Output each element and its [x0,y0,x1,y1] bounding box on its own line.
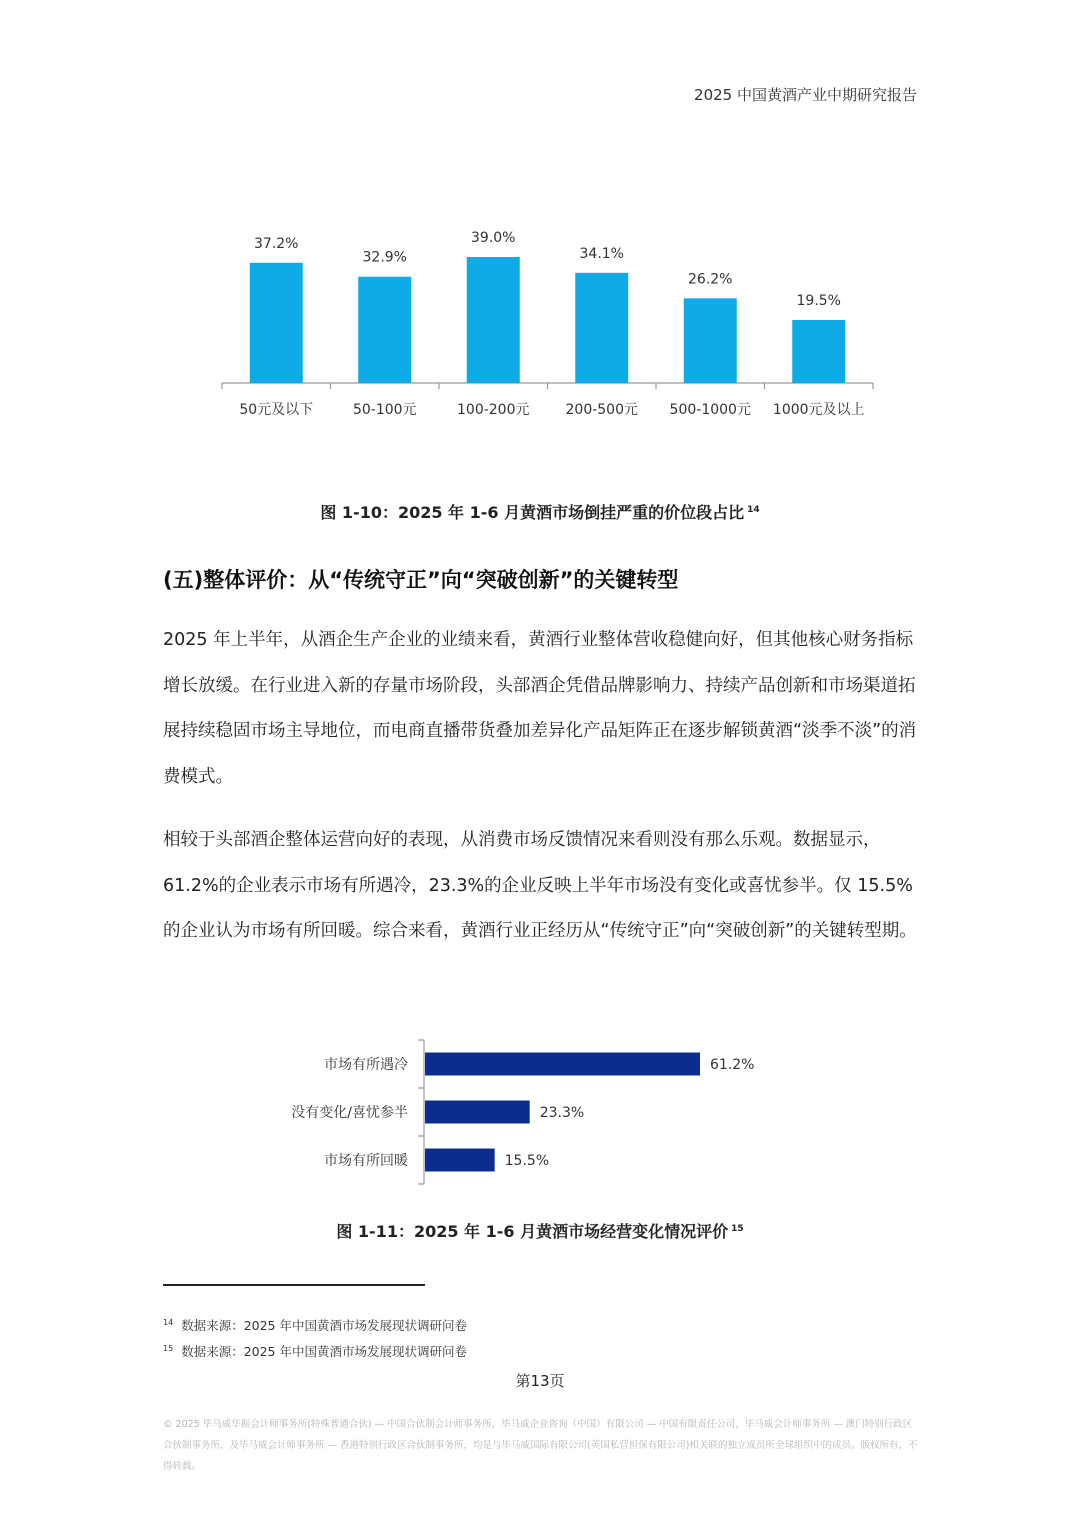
figure-1-11-caption [0,1219,1080,1242]
page-number: 第13页 [515,1372,565,1390]
paragraph-1: 2025 年上半年，从酒企生产企业的业绩来看，黄酒行业整体营收稳健向好，但其他核心财务指标增长放缓。在行业进入新的存量市场阶段，头部酒企凭借品牌影响力、持续产品创新和市场渠道拓展持续稳固市场主导地位，而电商直播带货叠加差异化产品矩阵正在逐步解锁黄酒“淡季不淡”的消费模式。 [163,630,917,787]
x-tick-label: 1000元及以上 [772,402,865,418]
paragraph-2: 相较于头部酒企整体运营向好的表现，从消费市场反馈情况来看则没有那么乐观。数据显示，61.2%的企业表示市场有所遇冷，23.3%的企业反映上半年市场没有变化或喜忧参半。仅 15.5%的企业认为市场有所回暖。综合来看，黄酒行业正经历从“传统守正”向“突破创新”的关键转型期。 [163,830,917,941]
bar [250,263,303,383]
bar [575,273,628,383]
footnote-text: 数据来源：2025 年中国黄酒市场发展现状调研问卷 [181,1344,467,1359]
bar [425,1149,495,1172]
legal-disclaimer: © 2025 毕马威华振会计师事务所(特殊普通合伙) — 中国合伙制会计师事务所，毕马威企业咨询（中国）有限公司 — 中国有限责任公司，毕马威会计师事务所 — 澳门特别行政区合伙制事务所，及毕马威会计师事务所 — 香港特别行政区合伙制事务所，均是与毕马威国际有限公司(英国私营担保有限公司)相关联的独立成员所全球组织中的成员。版权所有，不得转载。 [163,1419,918,1472]
y-tick-label: 没有变化/喜忧参半 [291,1105,408,1121]
footnote-15 [163,1342,467,1360]
x-tick-label: 500-1000元 [669,402,751,418]
x-tick-label: 50-100元 [352,402,417,418]
section-heading: (五)整体评价：从“传统守正”向“突破创新”的关键转型 [163,568,679,592]
figure-1-10-caption-text: 图 1-10：2025 年 1-6 月黄酒市场倒挂严重的价位段占比 [320,503,745,522]
y-tick-label: 市场有所回暖 [324,1153,408,1169]
figure-1-10-caption [0,500,1080,523]
bar-data-label: 26.2% [688,271,733,288]
bar-data-label: 34.1% [579,245,624,262]
bar [425,1053,700,1076]
bar-data-label: 19.5% [796,293,841,309]
bar [792,320,845,383]
x-tick-label: 100-200元 [457,402,530,418]
x-tick-label: 50元及以下 [239,402,314,418]
bar [684,298,737,383]
footnote-14 [163,1316,467,1334]
bar-data-label: 61.2% [710,1057,755,1073]
bar-data-label: 32.9% [362,249,407,266]
price-segment-bar-chart [0,0,1080,440]
figure-1-11-caption-text: 图 1-11：2025 年 1-6 月黄酒市场经营变化情况评价 [336,1222,729,1241]
bar-data-label: 39.0% [471,230,516,246]
bar-data-label: 37.2% [254,235,299,252]
footnote-divider [163,1284,425,1286]
report-title-header: 2025 中国黄酒产业中期研究报告 [694,86,917,104]
x-tick-label: 200-500元 [565,402,638,418]
footnote-ref-15: 15 [731,1223,744,1234]
footnote-number: 15 [163,1343,174,1353]
bar-data-label: 15.5% [504,1153,550,1169]
footnote-text: 数据来源：2025 年中国黄酒市场发展现状调研问卷 [181,1318,467,1333]
y-tick-label: 市场有所遇冷 [324,1057,408,1073]
bar [425,1101,530,1124]
market-change-bar-chart [0,1020,1080,1200]
footnote-number: 14 [163,1317,174,1327]
footnote-ref-14: 14 [747,504,760,515]
bar [467,257,520,383]
bar-data-label: 23.3% [539,1105,585,1121]
bar [358,277,411,383]
